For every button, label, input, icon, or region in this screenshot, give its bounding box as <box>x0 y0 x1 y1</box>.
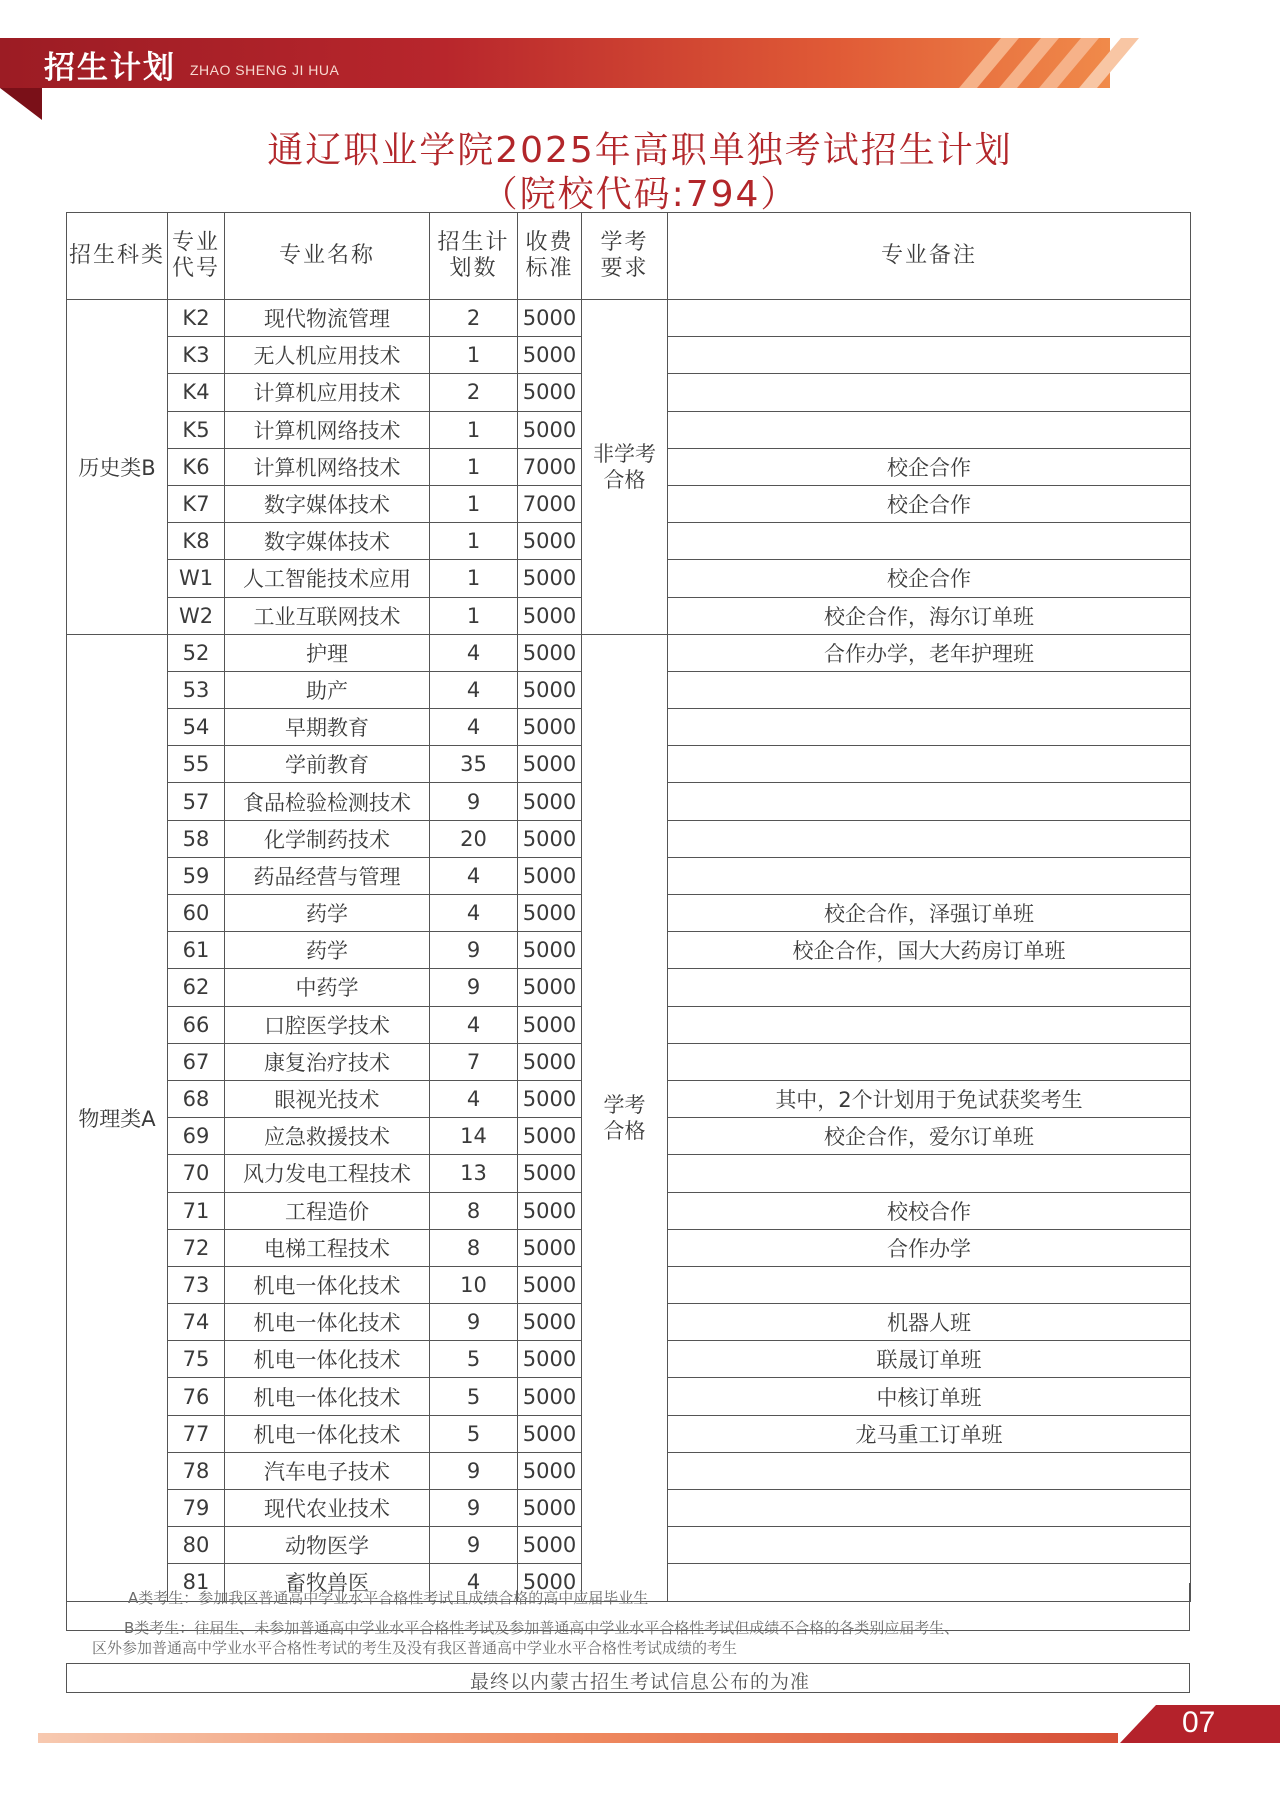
major-note <box>668 857 1191 894</box>
major-name: 人工智能技术应用 <box>225 560 430 597</box>
plan-count: 5 <box>430 1415 518 1452</box>
plan-count: 9 <box>430 1452 518 1489</box>
major-name: 机电一体化技术 <box>225 1378 430 1415</box>
fee-standard: 5000 <box>518 337 582 374</box>
major-note <box>668 1155 1191 1192</box>
fee-standard: 5000 <box>518 560 582 597</box>
major-code: 71 <box>168 1192 225 1229</box>
major-code: 55 <box>168 746 225 783</box>
major-name: 畜牧兽医 <box>225 1564 430 1601</box>
major-code: 73 <box>168 1266 225 1303</box>
major-code: 72 <box>168 1229 225 1266</box>
major-name: 工程造价 <box>225 1192 430 1229</box>
plan-count: 9 <box>430 783 518 820</box>
plan-count: 9 <box>430 1304 518 1341</box>
major-name: 电梯工程技术 <box>225 1229 430 1266</box>
plan-count: 9 <box>430 932 518 969</box>
major-note: 其中，2个计划用于免试获奖考生 <box>668 1080 1191 1117</box>
major-name: 机电一体化技术 <box>225 1341 430 1378</box>
major-note <box>668 1266 1191 1303</box>
plan-count: 8 <box>430 1192 518 1229</box>
page-title: 通辽职业学院2025年高职单独考试招生计划 <box>267 130 1013 171</box>
major-code: 75 <box>168 1341 225 1378</box>
major-name: 工业互联网技术 <box>225 597 430 634</box>
fee-standard: 7000 <box>518 448 582 485</box>
major-code: 52 <box>168 634 225 671</box>
plan-count: 9 <box>430 1527 518 1564</box>
major-name: 计算机网络技术 <box>225 448 430 485</box>
major-name: 眼视光技术 <box>225 1080 430 1117</box>
fee-standard: 5000 <box>518 969 582 1006</box>
header-plan: 招生计 划数 <box>430 213 518 300</box>
major-code: 78 <box>168 1452 225 1489</box>
fee-standard: 5000 <box>518 1155 582 1192</box>
footer-line <box>38 1733 1118 1743</box>
major-name: 药学 <box>225 895 430 932</box>
major-note <box>668 1006 1191 1043</box>
school-code: （院校代码:794） <box>481 174 799 215</box>
section-subtitle: ZHAO SHENG JI HUA <box>190 62 340 78</box>
major-name: 机电一体化技术 <box>225 1304 430 1341</box>
plan-count: 4 <box>430 857 518 894</box>
fee-standard: 7000 <box>518 485 582 522</box>
major-code: 57 <box>168 783 225 820</box>
major-note <box>668 671 1191 708</box>
major-note: 合作办学，老年护理班 <box>668 634 1191 671</box>
fee-standard: 5000 <box>518 1415 582 1452</box>
major-note: 校企合作 <box>668 485 1191 522</box>
major-code: K4 <box>168 374 225 411</box>
plan-count: 9 <box>430 1490 518 1527</box>
major-name: 风力发电工程技术 <box>225 1155 430 1192</box>
section-title: 招生计划 <box>44 50 176 86</box>
major-name: 现代物流管理 <box>225 300 430 337</box>
fee-standard: 5000 <box>518 1564 582 1601</box>
plan-count: 13 <box>430 1155 518 1192</box>
fee-standard: 5000 <box>518 820 582 857</box>
major-note: 龙马重工订单班 <box>668 1415 1191 1452</box>
major-note: 中核订单班 <box>668 1378 1191 1415</box>
plan-count: 7 <box>430 1043 518 1080</box>
major-name: 现代农业技术 <box>225 1490 430 1527</box>
major-code: 54 <box>168 709 225 746</box>
header-name: 专业名称 <box>225 213 430 300</box>
major-note <box>668 1490 1191 1527</box>
major-name: 机电一体化技术 <box>225 1415 430 1452</box>
major-note: 校企合作，海尔订单班 <box>668 597 1191 634</box>
major-name: 康复治疗技术 <box>225 1043 430 1080</box>
fee-standard: 5000 <box>518 634 582 671</box>
fee-standard: 5000 <box>518 1118 582 1155</box>
requirement-cell: 学考 合格 <box>582 634 668 1601</box>
major-code: 76 <box>168 1378 225 1415</box>
major-code: W2 <box>168 597 225 634</box>
plan-count: 10 <box>430 1266 518 1303</box>
major-note <box>668 411 1191 448</box>
fee-standard: 5000 <box>518 1490 582 1527</box>
major-name: 应急救援技术 <box>225 1118 430 1155</box>
major-code: 67 <box>168 1043 225 1080</box>
major-name: 学前教育 <box>225 746 430 783</box>
final-note: 最终以内蒙古招生考试信息公布的为准 <box>469 1671 810 1693</box>
major-code: 61 <box>168 932 225 969</box>
plan-count: 4 <box>430 709 518 746</box>
fee-standard: 5000 <box>518 783 582 820</box>
table-row <box>67 300 1191 337</box>
header-code: 专业 代号 <box>168 213 225 300</box>
major-code: W1 <box>168 560 225 597</box>
major-code: 74 <box>168 1304 225 1341</box>
major-note <box>668 300 1191 337</box>
plan-count: 4 <box>430 1564 518 1601</box>
plan-count: 1 <box>430 597 518 634</box>
fee-standard: 5000 <box>518 1304 582 1341</box>
major-name: 药学 <box>225 932 430 969</box>
major-code: 79 <box>168 1490 225 1527</box>
fee-standard: 5000 <box>518 857 582 894</box>
major-code: 68 <box>168 1080 225 1117</box>
plan-count: 8 <box>430 1229 518 1266</box>
plan-count: 35 <box>430 746 518 783</box>
banner-stripes <box>960 38 1130 88</box>
plan-count: 1 <box>430 560 518 597</box>
plan-count: 1 <box>430 337 518 374</box>
plan-count: 1 <box>430 411 518 448</box>
major-note: 校企合作 <box>668 448 1191 485</box>
major-note: 校校合作 <box>668 1192 1191 1229</box>
major-note <box>668 783 1191 820</box>
fee-standard: 5000 <box>518 895 582 932</box>
major-name: 机电一体化技术 <box>225 1266 430 1303</box>
category-cell: 历史类B <box>67 300 168 635</box>
fee-standard: 5000 <box>518 374 582 411</box>
enrollment-table <box>66 212 1191 1602</box>
major-name: 药品经营与管理 <box>225 857 430 894</box>
major-name: 化学制药技术 <box>225 820 430 857</box>
fee-standard: 5000 <box>518 1080 582 1117</box>
major-note <box>668 1452 1191 1489</box>
major-name: 计算机应用技术 <box>225 374 430 411</box>
plan-count: 4 <box>430 671 518 708</box>
major-name: 助产 <box>225 671 430 708</box>
fee-standard: 5000 <box>518 746 582 783</box>
header-requirement: 学考 要求 <box>582 213 668 300</box>
plan-count: 9 <box>430 969 518 1006</box>
fee-standard: 5000 <box>518 709 582 746</box>
fee-standard: 5000 <box>518 523 582 560</box>
major-name: 动物医学 <box>225 1527 430 1564</box>
major-code: K7 <box>168 485 225 522</box>
fee-standard: 5000 <box>518 1266 582 1303</box>
major-note <box>668 523 1191 560</box>
plan-count: 4 <box>430 1006 518 1043</box>
table-header-row <box>67 213 1191 300</box>
page-number: 07 <box>1182 1706 1216 1739</box>
plan-count: 5 <box>430 1378 518 1415</box>
plan-count: 1 <box>430 448 518 485</box>
plan-count: 4 <box>430 1080 518 1117</box>
plan-count: 1 <box>430 523 518 560</box>
major-note <box>668 709 1191 746</box>
fee-standard: 5000 <box>518 1527 582 1564</box>
major-code: 60 <box>168 895 225 932</box>
major-code: 62 <box>168 969 225 1006</box>
major-code: 81 <box>168 1564 225 1601</box>
major-note <box>668 820 1191 857</box>
fee-standard: 5000 <box>518 1006 582 1043</box>
major-note <box>668 337 1191 374</box>
fee-standard: 5000 <box>518 1192 582 1229</box>
fee-standard: 5000 <box>518 1043 582 1080</box>
header-note: 专业备注 <box>668 213 1191 300</box>
major-note: 合作办学 <box>668 1229 1191 1266</box>
major-code: 69 <box>168 1118 225 1155</box>
major-code: 59 <box>168 857 225 894</box>
major-code: 70 <box>168 1155 225 1192</box>
major-note: 联晟订单班 <box>668 1341 1191 1378</box>
major-code: 77 <box>168 1415 225 1452</box>
major-note: 校企合作 <box>668 560 1191 597</box>
major-code: K8 <box>168 523 225 560</box>
major-code: K6 <box>168 448 225 485</box>
plan-count: 20 <box>430 820 518 857</box>
plan-count: 14 <box>430 1118 518 1155</box>
major-name: 汽车电子技术 <box>225 1452 430 1489</box>
header-category: 招生科类 <box>67 213 168 300</box>
major-note: 校企合作，泽强订单班 <box>668 895 1191 932</box>
category-cell: 物理类A <box>67 634 168 1601</box>
header-fee: 收费 标准 <box>518 213 582 300</box>
plan-count: 4 <box>430 895 518 932</box>
major-note: 校企合作，爱尔订单班 <box>668 1118 1191 1155</box>
plan-count: 2 <box>430 374 518 411</box>
plan-count: 1 <box>430 485 518 522</box>
major-name: 护理 <box>225 634 430 671</box>
table-body <box>67 300 1191 1602</box>
plan-count: 5 <box>430 1341 518 1378</box>
major-note <box>668 1043 1191 1080</box>
major-code: K3 <box>168 337 225 374</box>
major-note <box>668 374 1191 411</box>
major-name: 数字媒体技术 <box>225 523 430 560</box>
requirement-cell: 非学考 合格 <box>582 300 668 635</box>
major-name: 食品检验检测技术 <box>225 783 430 820</box>
major-code: 58 <box>168 820 225 857</box>
plan-count: 4 <box>430 634 518 671</box>
fee-standard: 5000 <box>518 1229 582 1266</box>
major-note: 机器人班 <box>668 1304 1191 1341</box>
fee-standard: 5000 <box>518 1341 582 1378</box>
table-row <box>67 634 1191 671</box>
major-code: 66 <box>168 1006 225 1043</box>
major-name: 早期教育 <box>225 709 430 746</box>
footnote-b-line2: 区外参加普通高中学业水平合格性考试的考生及没有我区普通高中学业水平合格性考试成绩的考生 <box>92 1639 738 1657</box>
major-note <box>668 1527 1191 1564</box>
major-name: 口腔医学技术 <box>225 1006 430 1043</box>
footnote-b-line1: B类考生：往届生、未参加普通高中学业水平合格性考试及参加普通高中学业水平合格性考试但成绩不合格的各类别应届考生、 <box>124 1619 960 1637</box>
fee-standard: 5000 <box>518 597 582 634</box>
fee-standard: 5000 <box>518 300 582 337</box>
major-name: 计算机网络技术 <box>225 411 430 448</box>
fee-standard: 5000 <box>518 411 582 448</box>
major-note <box>668 969 1191 1006</box>
major-code: K2 <box>168 300 225 337</box>
footnote-a: A类考生：参加我区普通高中学业水平合格性考试且成绩合格的高中应届毕业生 <box>128 1589 649 1607</box>
fee-standard: 5000 <box>518 932 582 969</box>
major-code: 53 <box>168 671 225 708</box>
major-name: 中药学 <box>225 969 430 1006</box>
fee-standard: 5000 <box>518 1452 582 1489</box>
major-code: K5 <box>168 411 225 448</box>
major-note: 校企合作，国大大药房订单班 <box>668 932 1191 969</box>
fee-standard: 5000 <box>518 1378 582 1415</box>
major-name: 无人机应用技术 <box>225 337 430 374</box>
major-code: 80 <box>168 1527 225 1564</box>
fee-standard: 5000 <box>518 671 582 708</box>
plan-count: 2 <box>430 300 518 337</box>
major-note <box>668 746 1191 783</box>
major-name: 数字媒体技术 <box>225 485 430 522</box>
banner-fold <box>0 88 42 120</box>
